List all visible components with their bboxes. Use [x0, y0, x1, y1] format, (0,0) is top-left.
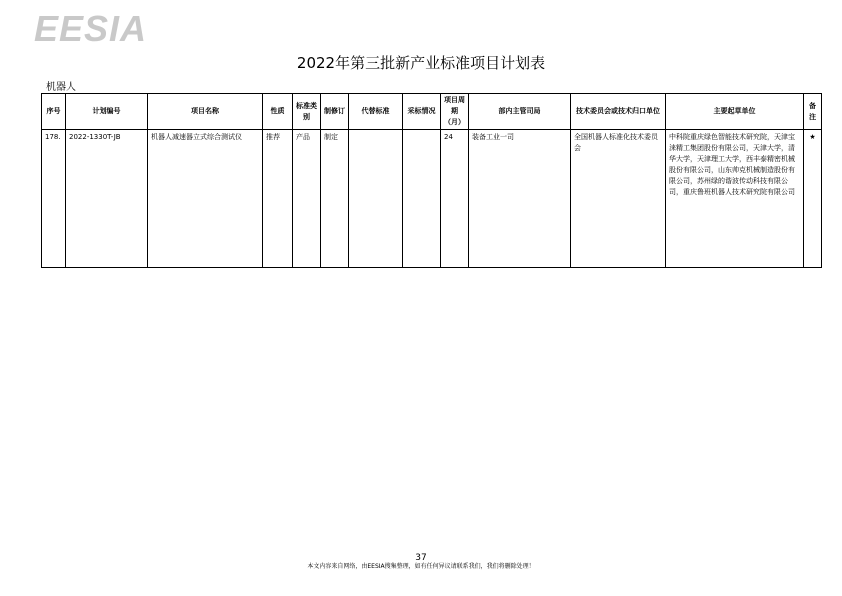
header-seq: 序号	[42, 94, 66, 130]
header-replace: 代替标准	[349, 94, 403, 130]
cell-committee: 全国机器人标准化技术委员会	[571, 130, 666, 268]
cell-nature: 推荐	[263, 130, 293, 268]
cell-plan-no: 2022-1330T-JB	[66, 130, 148, 268]
cell-revise: 制定	[321, 130, 349, 268]
cell-remark: ★	[804, 130, 822, 268]
document-title: 2022年第三批新产业标准项目计划表	[296, 54, 546, 72]
header-period: 项目周期（月）	[441, 94, 469, 130]
header-std-type: 标准类别	[293, 94, 321, 130]
category-label: 机器人	[46, 82, 76, 93]
cell-drafters: 中科院重庆绿色智能技术研究院，天津宝涞精工集团股份有限公司，天津大学，清华大学，天津理工大学，西丰泰精密机械股份有限公司，山东帅克机械制造股份有限公司，苏州绿的谐波传动科技有限公司，重庆鲁班机器人技术研究院有限公司	[666, 130, 804, 268]
cell-std-type: 产品	[293, 130, 321, 268]
page-number: 37	[415, 553, 427, 563]
eesia-logo: EESIA	[34, 8, 148, 49]
header-revise: 制修订	[321, 94, 349, 130]
header-committee: 技术委员会或技术归口单位	[571, 94, 666, 130]
standard-plan-table	[41, 93, 822, 268]
header-project-name: 项目名称	[148, 94, 263, 130]
cell-seq: 178.	[42, 130, 66, 268]
cell-dept: 装备工业一司	[469, 130, 571, 268]
header-nature: 性质	[263, 94, 293, 130]
cell-period: 24	[441, 130, 469, 268]
header-remark: 备注	[804, 94, 822, 130]
table-header-row	[42, 94, 822, 130]
table-row	[42, 130, 822, 268]
header-dept: 部内主管司局	[469, 94, 571, 130]
header-plan-no: 计划编号	[66, 94, 148, 130]
cell-project-name: 机器人减速器立式综合测试仪	[148, 130, 263, 268]
cell-adopt	[403, 130, 441, 268]
header-drafters: 主要起草单位	[666, 94, 804, 130]
cell-replace	[349, 130, 403, 268]
footer-notice: 本文内容来自网络，由EESIA搜集整理，如有任何异议请联系我们，我们将删除处理！	[307, 563, 535, 570]
header-adopt: 采标情况	[403, 94, 441, 130]
